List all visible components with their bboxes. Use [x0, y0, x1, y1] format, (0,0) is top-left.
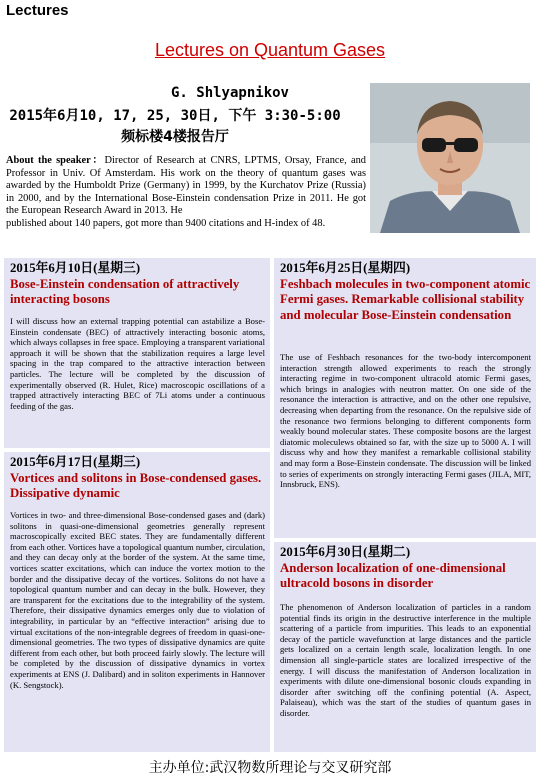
lecture-panel-2: [4, 452, 270, 752]
about-text: Director of Research at CNRS, LPTMS, Orsay, France, and Professor in Univ. Of Amsterdam. His work on the theory of quantum gases was awarded by the Humboldt Prize (Germany) in 1999, by the Kurchatov Prize (Russia) in 2000, and by the International Bose-Einstein condensation Prize in 2011. He got the European Research Award in 2013. He: [6, 155, 366, 217]
lecture-abstract: The use of Feshbach resonances for the two-body intercomponent interaction strength allowed experiments to reach the strongly interacting regime in two-component ultracold atomic Fermi gases, which brings in analogies with neutron matter. On one side of the resonance the interaction is attractive, and on the other one repulsive, decreasing when departing from the resonance. On the repulsive side of the resonance two fermions belonging to different components form weakly bound molecular states. These composite bosons are the largest diatomic moleculews obtained so far, with the size up to 5000 A. I will discuss why and how they manifest a remarkable collisional stability and may form a Bose-Einstein condensate. The discussion will be linked to series of experiments on strongly interacting Fermi gases (JILA, MIT, Innsbruck, ENS).: [280, 352, 531, 490]
page-title: Lectures on Quantum Gases: [154, 40, 386, 60]
about-label: About the speaker：: [6, 155, 105, 166]
lecture-abstract: Vortices in two- and three-dimensional Bose-condensed gases and (dark) solitons in quasi-one-dimensional geometries generally represent macroscopically excited BEC states. They are fundamentally different from each other. Vortices have a topological quantum number, circulation, and they can decay only at the border of the system. At the same time, vortices scatter excitations, which can induce the vortex motion to the border and the dissipative decay of the vortices. Solitons do not have a topological quantum number and can decay in the bulk. However, they are transparent for the excitations due to the integrability of the system. Therefore, their dissipative dynamics emerges only due to violation of integrability, in particular by an “effective interaction” arising due to virtual excitations of the non-integrable degrees of freedom in quasi-one-dimensional geometries. The two types of dissipative dynamics are quite different from each other, but both proceed fairly slowly. The lecture will be completed by the discussion of dissipative dynamics in vortex experiments at ENS (J. Dalibard) and in soliton experiments in Hannover (K. Sengstock).: [10, 510, 265, 690]
lecture-panel-3: [274, 258, 536, 538]
lecture-title: Vortices and solitons in Bose-condensed gases. Dissipative dynamic: [10, 470, 262, 500]
lecture-date: 2015年6月30日(星期二): [280, 545, 411, 559]
lecture-date: 2015年6月17日(星期三): [10, 455, 141, 469]
speaker-photo: [370, 83, 530, 233]
lecture-heading: [10, 455, 266, 502]
header-label: Lectures: [6, 2, 69, 19]
lecture-date: 2015年6月10日(星期三): [10, 261, 141, 275]
lecture-panel-4: [274, 542, 536, 752]
lecture-venue: 频标楼4楼报告厅: [121, 129, 229, 145]
lecture-heading: [10, 261, 266, 308]
lecture-heading: [280, 261, 532, 323]
about-speaker: [6, 155, 366, 231]
lecture-abstract: I will discuss how an external trapping potential can astabilize a Bose-Einstein condensate (BEC) of attractively interacting bosonic atoms, which always collapses in free space. Employing a transparent variational approach it will be shown that the stabilization requires a large level spacing in the trap compared to the attractive interaction between particles. The lecture will be completed by the discussion of experimentally observed (R. Hulet, Rice) macroscopic oscillations of a trapped attractively interacting BEC of 7Li atoms under a continuous feeding of the gas.: [10, 316, 265, 411]
lecture-date: 2015年6月25日(星期四): [280, 261, 411, 275]
speaker-name: G. Shlyapnikov: [170, 85, 289, 101]
lecture-abstract: The phenomenon of Anderson localization of particles in a random potential finds its origin in the destructive interference in the multiple scattering of a particle from impurities. This leads to an exponential decay of the particle wavefunction at large distances and the particle gets localized on a certain length scale, localization length. In one dimension all single-particle states are localized irrespective of the energy. I will discuss the manifestation of Anderson localization in experiments with dilute one-dimensional bosonic clouds expanding in disorder after switching off the confining potential (A. Aspect, Palaiseau), which was the start of the studies of quantum gases in disorder.: [280, 602, 531, 718]
organizer-footer: 主办单位:武汉物数所理论与交叉研究部: [148, 760, 392, 776]
lecture-title: Anderson localization of one-dimensional ultracold bosons in disorder: [280, 560, 506, 590]
lecture-datetime: 2015年6月10, 17, 25, 30日, 下午 3:30-5:00: [9, 108, 341, 124]
lecture-heading: [280, 545, 532, 592]
lecture-title: Bose-Einstein condensation of attractively interacting bosons: [10, 276, 240, 306]
about-text-continued: published about 140 papers, got more than 9400 citations and H-index of 48.: [6, 217, 326, 229]
lecture-panel-1: [4, 258, 270, 448]
lecture-title: Feshbach molecules in two-component atomic Fermi gases. Remarkable collisional stability and molecular Bose-Einstein condensation: [280, 276, 531, 322]
